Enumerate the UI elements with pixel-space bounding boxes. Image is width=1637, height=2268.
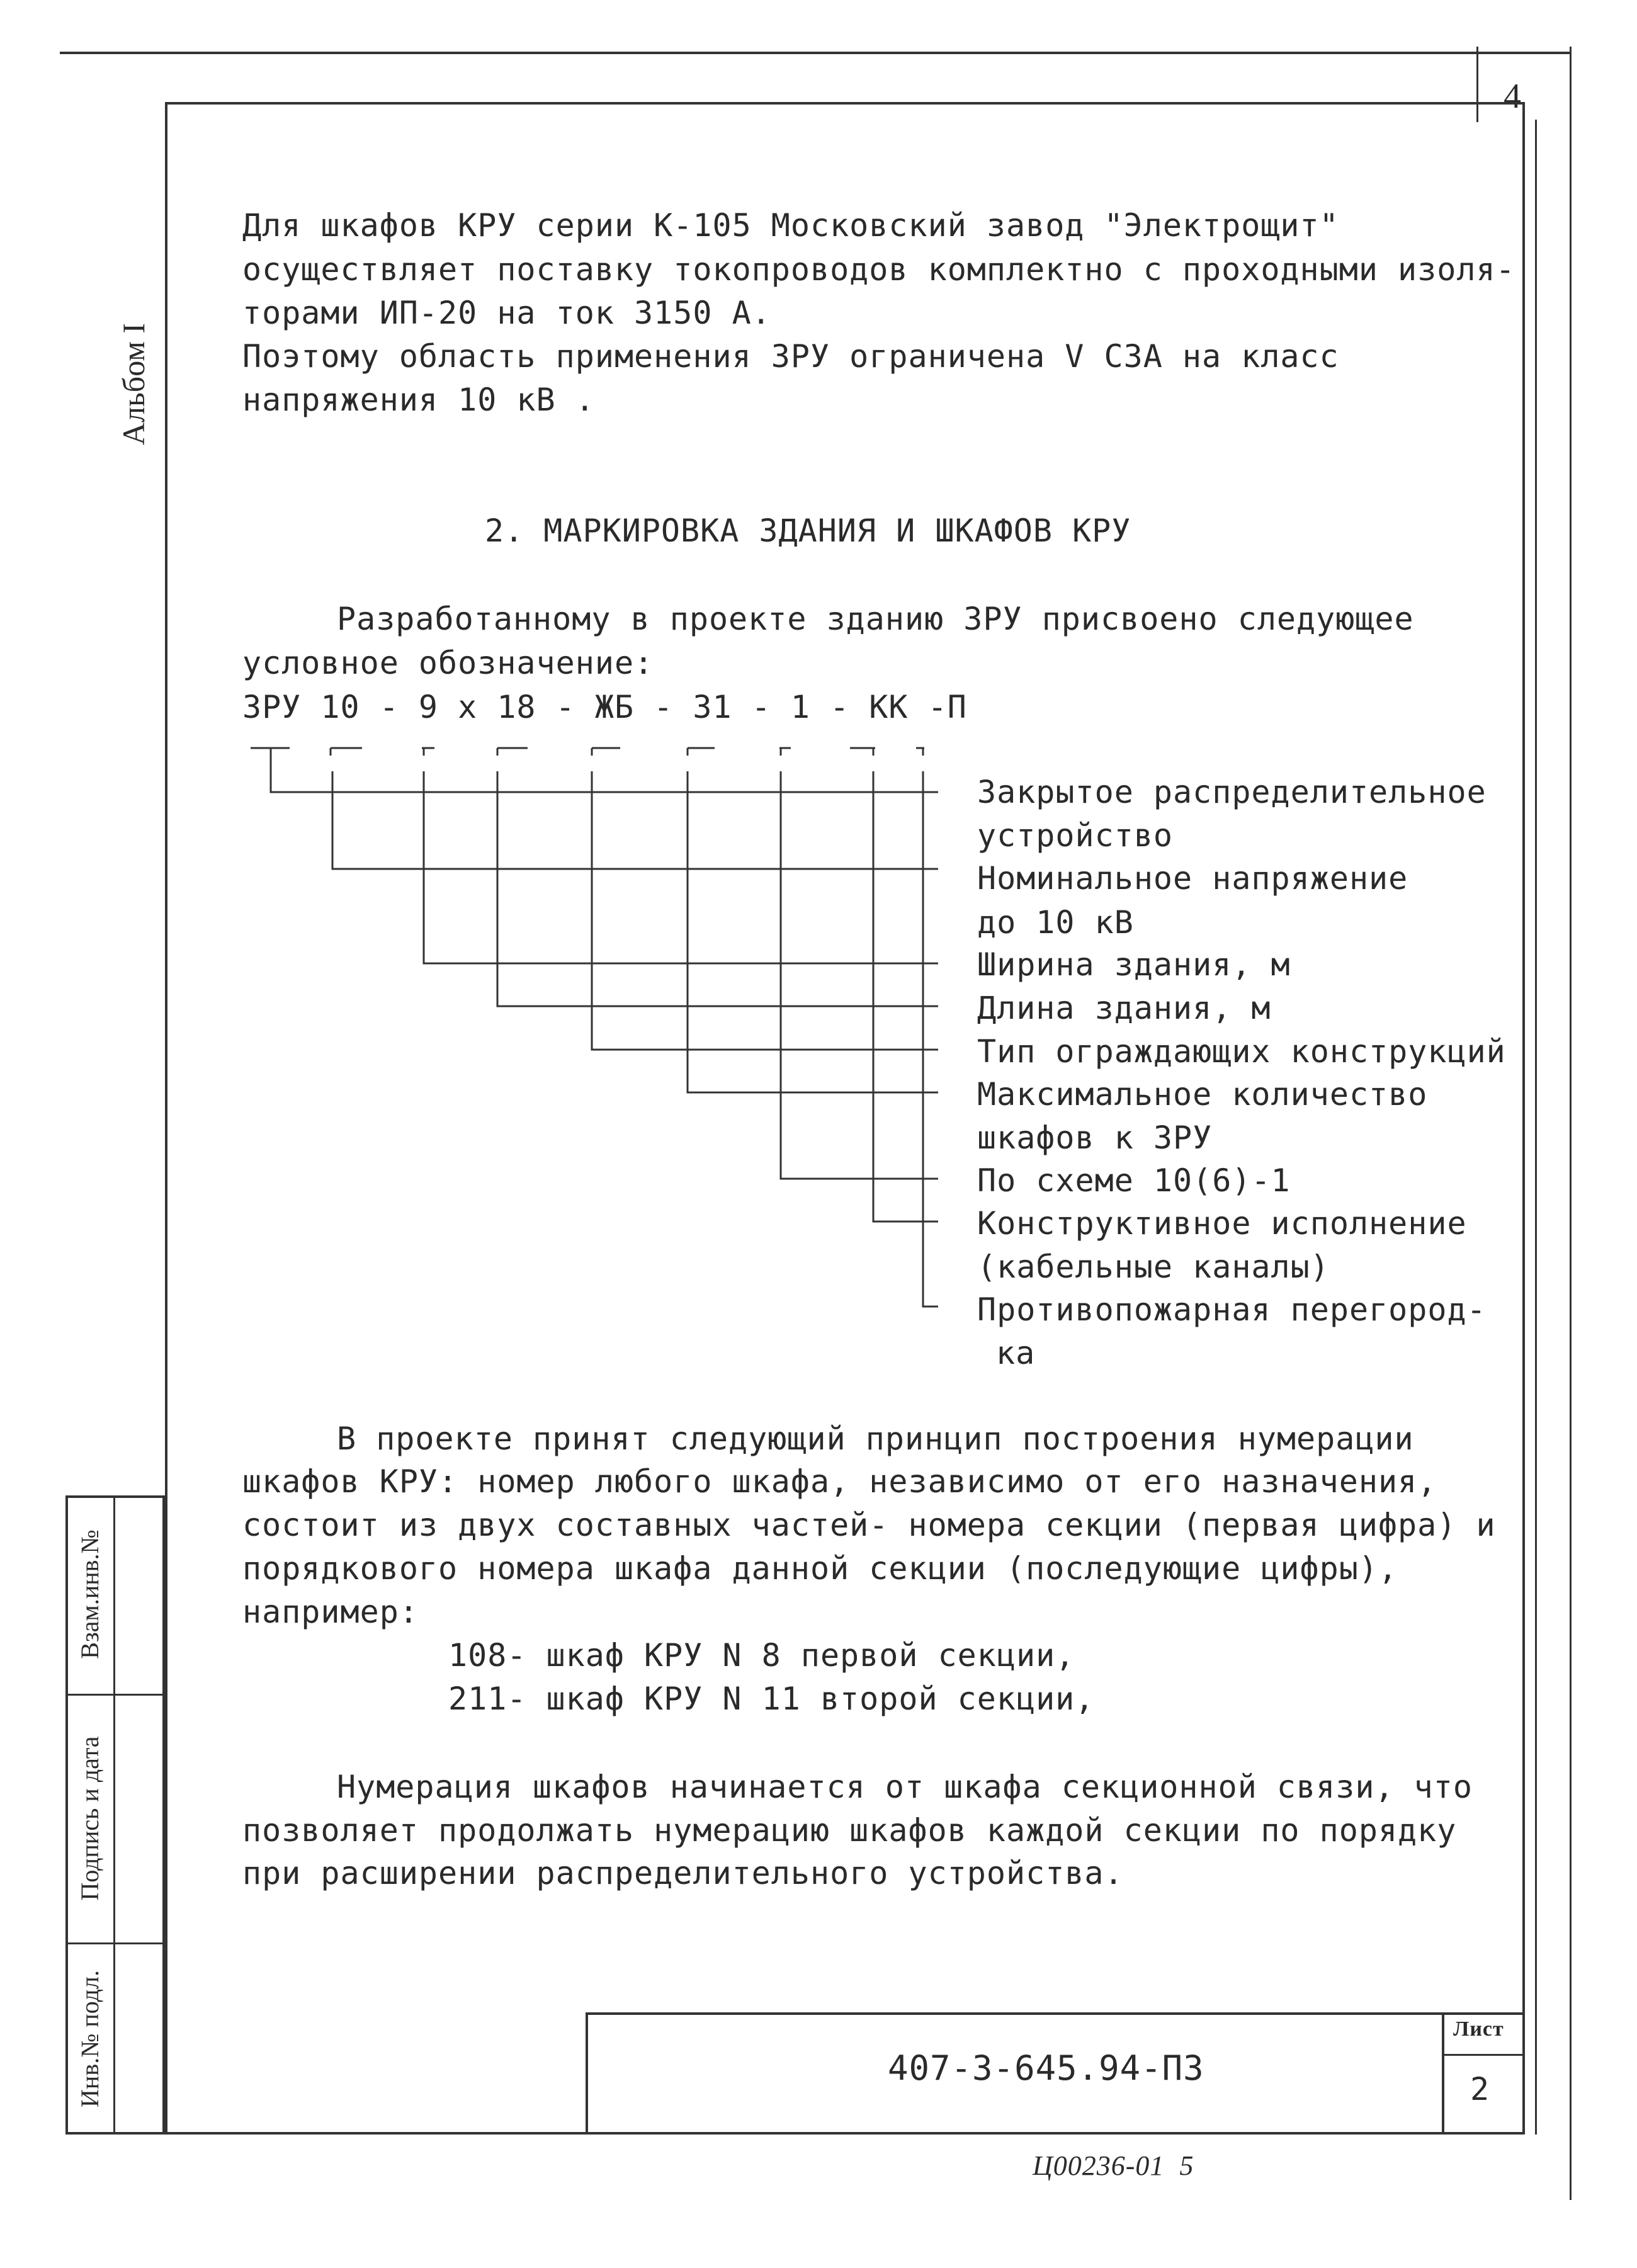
numbering-line-2: шкафов КРУ: номер любого шкафа, независимо от его назначения, xyxy=(242,1463,1437,1500)
numbering-line-3: состоит из двух составных частей- номера секции (первая цифра) и xyxy=(242,1507,1496,1543)
example-1: 108- шкаф КРУ N 8 первой секции, xyxy=(448,1637,1075,1674)
designation-intro-1: Разработанному в проекте зданию ЗРУ присвоено следующее xyxy=(337,601,1414,637)
top-edge-line xyxy=(60,52,1571,54)
stamp-podpis-label: Подпись и дата xyxy=(76,1736,104,1901)
legend-line-11: Конструктивное исполнение xyxy=(977,1205,1467,1242)
intro-line-5: напряжения 10 кВ . xyxy=(242,382,595,418)
legend-line-6: Длина здания, м xyxy=(977,990,1271,1026)
doc-code: 407-3-645.94-ПЗ xyxy=(888,2048,1204,2088)
page-corner-number: 4 xyxy=(1504,77,1522,116)
section-heading: 2. МАРКИРОВКА ЗДАНИЯ И ШКАФОВ КРУ xyxy=(485,513,1131,549)
example-2: 211- шкаф КРУ N 11 второй секции, xyxy=(448,1681,1095,1717)
legend-line-3: Номинальное напряжение xyxy=(977,860,1408,897)
numbering-line-5: например: xyxy=(242,1594,419,1630)
intro-line-3: торами ИП-20 на ток 3150 А. xyxy=(242,295,771,331)
handwritten-note: Ц00236-01 5 xyxy=(1033,2150,1194,2181)
closing-line-1: Нумерация шкафов начинается от шкафа секционной связи, что xyxy=(337,1769,1473,1805)
legend-line-2: устройство xyxy=(977,817,1174,854)
legend-line-12: (кабельные каналы) xyxy=(977,1249,1330,1285)
legend-line-9: шкафов к ЗРУ xyxy=(977,1120,1213,1156)
outer-right-line xyxy=(1535,120,1537,2135)
closing-line-3: при расширении распределительного устройства. xyxy=(242,1855,1124,1891)
designation-code: ЗРУ 10 - 9 х 18 - ЖБ - 31 - 1 - КК -П xyxy=(242,689,967,725)
corner-box-right xyxy=(1570,47,1572,2200)
intro-line-4: Поэтому область применения ЗРУ ограничена V СЗА на класс xyxy=(242,338,1339,375)
legend-line-10: По схеме 10(6)-1 xyxy=(977,1162,1291,1199)
legend-line-8: Максимальное количество xyxy=(977,1076,1428,1113)
legend-line-7: Тип ограждающих конструкций xyxy=(977,1033,1506,1070)
numbering-line-4: порядкового номера шкафа данной секции (последующие цифры), xyxy=(242,1550,1398,1587)
legend-line-5: Ширина здания, м xyxy=(977,946,1291,983)
sheet-number: 2 xyxy=(1470,2071,1490,2107)
title-block-divider xyxy=(1442,2012,1444,2135)
intro-line-1: Для шкафов КРУ серии К-105 Московский завод "Электрощит" xyxy=(242,207,1339,244)
legend-line-13: Противопожарная перегород- xyxy=(977,1291,1487,1328)
stamp-vzam-label: Взам.инв.№ xyxy=(76,1529,104,1659)
sheet-label: Лист xyxy=(1453,2017,1504,2041)
left-stamp-divider-v xyxy=(113,1495,115,2135)
closing-line-2: позволяет продолжать нумерацию шкафов каждой секции по порядку xyxy=(242,1812,1457,1849)
album-label: Альбом I xyxy=(116,322,151,446)
numbering-line-1: В проекте принят следующий принцип построения нумерации xyxy=(337,1420,1414,1457)
legend-line-1: Закрытое распределительное xyxy=(977,774,1487,810)
legend-line-14: ка xyxy=(996,1335,1036,1371)
intro-line-2: осуществляет поставку токопроводов комплектно с проходными изоля- xyxy=(242,251,1515,288)
title-block-sheet-sep xyxy=(1442,2054,1525,2056)
designation-intro-2: условное обозначение: xyxy=(242,645,654,681)
stamp-inv-label: Инв.№ подл. xyxy=(76,1970,104,2107)
legend-line-4: до 10 кВ xyxy=(977,904,1134,941)
